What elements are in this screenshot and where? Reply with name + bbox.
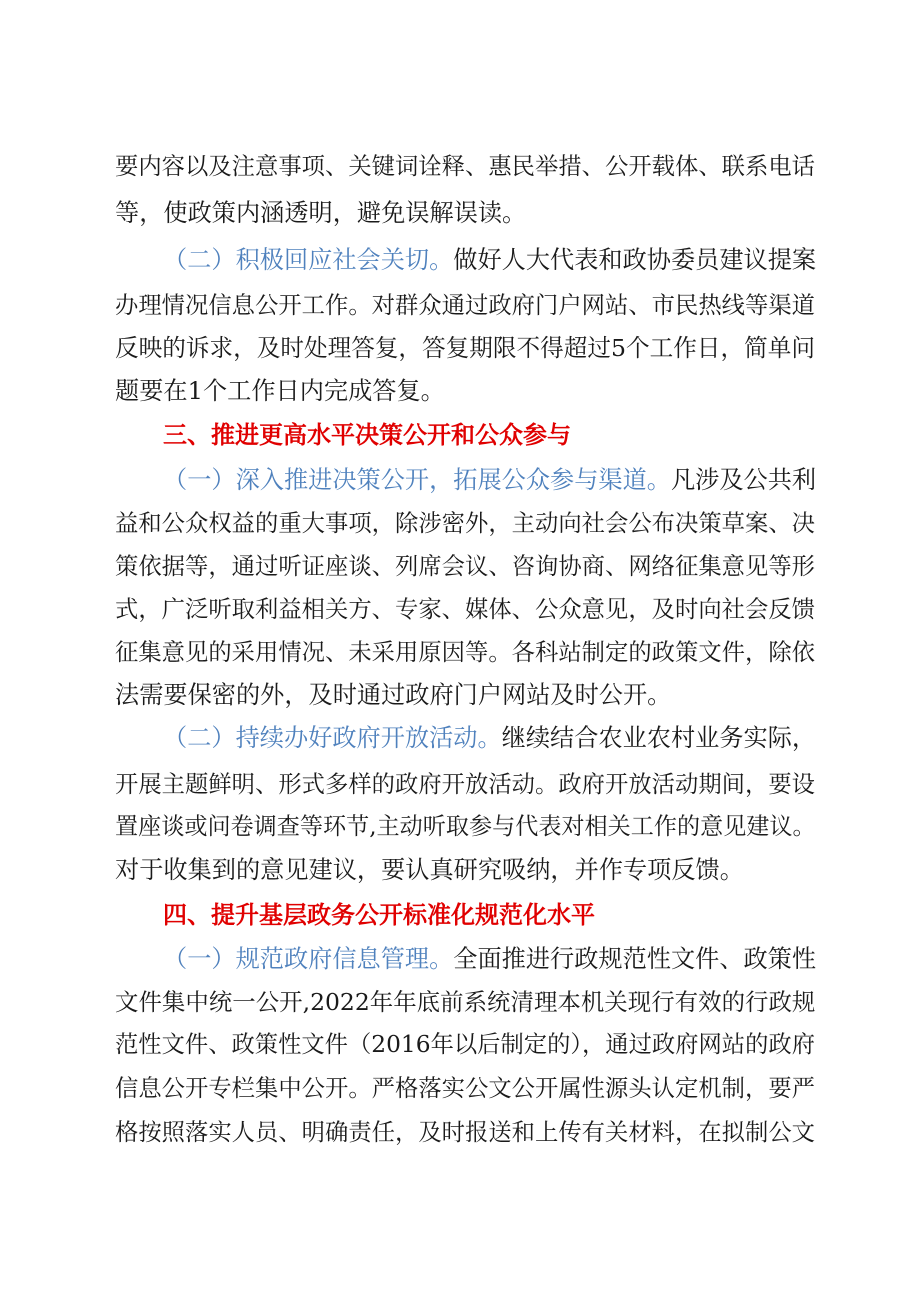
section-heading: 三、推进更高水平决策公开和公众参与 — [163, 421, 571, 449]
paragraph-line — [115, 807, 815, 847]
body-text: 式，广泛听取利益相关方、专家、媒体、公众意见，及时向社会反馈 — [115, 595, 815, 623]
subheading-text: （一）深入推进决策公开，拓展公众参与渠道。 — [163, 466, 671, 494]
subheading-line — [163, 718, 815, 758]
body-text: 继续结合农业农村业务实际， — [501, 724, 817, 752]
body-text: 置座谈或问卷调查等环节,主动听取参与代表对相关工作的意见建议。 — [115, 814, 816, 840]
body-text: 益和公众权益的重大事项，除涉密外，主动向社会公布决策草案、决 — [115, 509, 815, 537]
paragraph-line — [115, 371, 815, 411]
body-text: 凡涉及公共利 — [670, 466, 817, 494]
paragraph-line — [115, 1025, 815, 1065]
body-text: 做好人大代表和政协委员建议提案 — [453, 246, 817, 274]
body-text: 征集意见的采用情况、未采用原因等。各科站制定的政策文件，除依 — [115, 638, 815, 666]
paragraph-line — [115, 546, 815, 586]
paragraph-line — [115, 503, 815, 543]
body-text: 格按照落实人员、明确责任，及时报送和上传有关材料，在拟制公文 — [115, 1118, 815, 1146]
subheading-text: （二）积极回应社会关切。 — [163, 246, 454, 274]
paragraph-line — [115, 146, 815, 186]
paragraph-line — [115, 1068, 815, 1108]
body-text: 对于收集到的意见建议，要认真研究吸纳，并作专项反馈。 — [115, 856, 744, 884]
body-text: 法需要保密的外，及时通过政府门户网站及时公开。 — [115, 681, 672, 709]
subheading-line — [163, 939, 815, 979]
paragraph-line — [115, 850, 815, 890]
subheading-text: （一）规范政府信息管理。 — [163, 945, 454, 973]
body-text: 全面推进行政规范性文件、政策性 — [453, 945, 817, 973]
body-text: 信息公开专栏集中公开。严格落实公文公开属性源头认定机制，要严 — [115, 1074, 815, 1102]
body-text: 题要在1个工作日内完成答复。 — [115, 377, 445, 405]
paragraph-line — [115, 328, 815, 368]
body-text: 范性文件、政策性文件（2016年以后制定的），通过政府网站的政府 — [115, 1031, 815, 1058]
paragraph-line — [115, 1112, 815, 1152]
body-text: 开展主题鲜明、形式多样的政府开放活动。政府开放活动期间，要设 — [115, 770, 815, 798]
body-text: 要内容以及注意事项、关键词诠释、惠民举措、公开载体、联系电话 — [115, 152, 815, 180]
body-text: 策依据等，通过听证座谈、列席会议、咨询协商、网络征集意见等形 — [115, 552, 815, 580]
body-text: 反映的诉求，及时处理答复，答复期限不得超过5个工作日，简单问 — [115, 334, 815, 362]
body-text: 等，使政策内涵透明，避免误解误读。 — [115, 199, 527, 227]
subheading-line — [163, 240, 815, 280]
paragraph-line — [115, 589, 815, 629]
paragraph-line — [115, 632, 815, 672]
body-text: 办理情况信息公开工作。对群众通过政府门户网站、市民热线等渠道 — [115, 291, 815, 319]
paragraph-line — [115, 982, 815, 1022]
paragraph-line — [115, 285, 815, 325]
subheading-text: （二）持续办好政府开放活动。 — [163, 724, 502, 752]
paragraph-line — [115, 193, 815, 233]
paragraph-line — [115, 764, 815, 804]
section-heading: 四、提升基层政务公开标准化规范化水平 — [163, 901, 595, 929]
subheading-line — [163, 460, 815, 500]
paragraph-line — [115, 675, 815, 715]
body-text: 文件集中统一公开,2022年年底前系统清理本机关现行有效的行政规 — [115, 988, 816, 1016]
